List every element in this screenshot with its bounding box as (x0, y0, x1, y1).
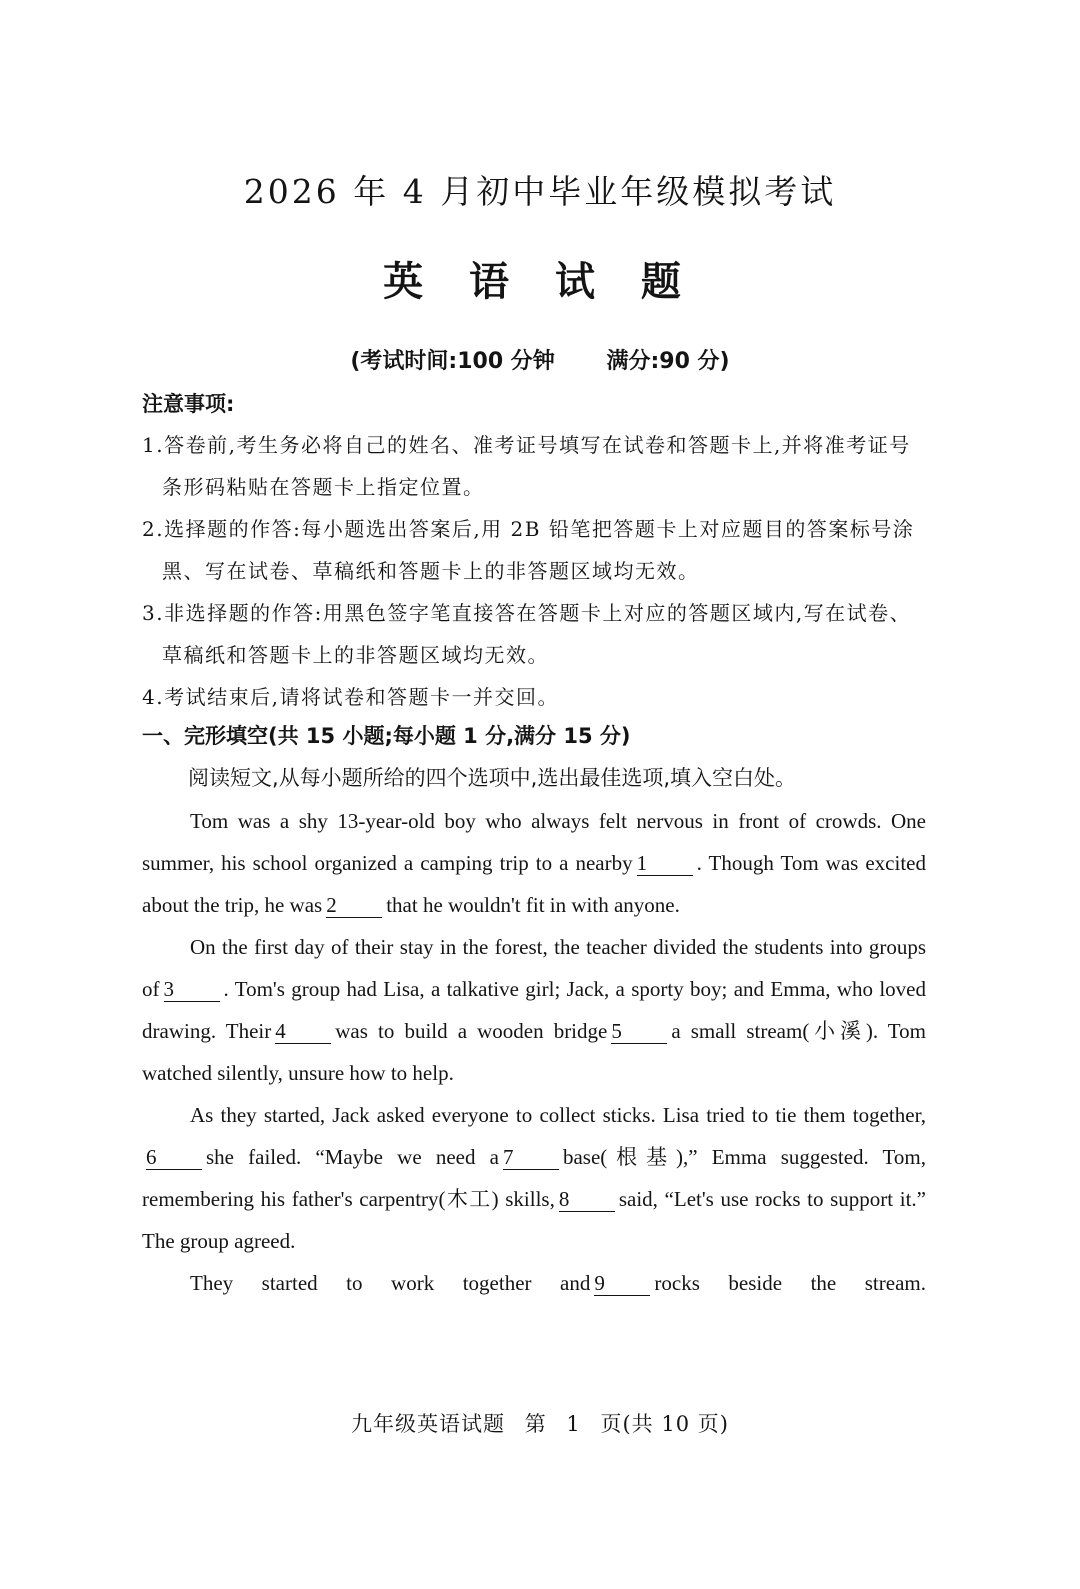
passage-text: Tom was a shy 13-year-old boy who always felt nervous in front of crowds. One summer, his school organized a camping trip to a nearby (142, 809, 926, 875)
notice-item: 4.考试结束后,请将试卷和答题卡一并交回。 (142, 685, 559, 709)
cloze-blank-2: 2 (326, 893, 382, 918)
passage-paragraph (142, 800, 926, 926)
notice-heading: 注意事项: (142, 392, 235, 416)
section-heading: 一、完形填空(共 15 小题;每小题 1 分,满分 15 分) (142, 724, 631, 748)
passage-text: that he wouldn't fit in with anyone. (386, 893, 680, 917)
footer-page-prefix: 第 (524, 1412, 547, 1436)
notice-item: 1.答卷前,考生务必将自己的姓名、准考证号填写在试卷和答题卡上,并将准考证号条形码粘贴在答题卡上指定位置。 (142, 433, 911, 499)
passage-text: was to build a wooden bridge (335, 1019, 608, 1043)
passage-text: They started to work together and (190, 1271, 591, 1295)
footer-page-suffix: 页(共 10 页) (600, 1412, 729, 1436)
notice-list (142, 424, 932, 718)
passage-text: rocks beside the stream. (654, 1271, 926, 1295)
exam-meta (0, 344, 1080, 375)
notice-item: 3.非选择题的作答:用黑色签字笔直接答在答题卡上对应的答题区域内,写在试卷、草稿纸和答题卡上的非答题区域均无效。 (142, 601, 912, 667)
footer-page-number: 1 (566, 1412, 581, 1436)
cloze-blank-1: 1 (637, 851, 693, 876)
exam-subject: 英 语 试 题 (383, 259, 697, 305)
cloze-passage (142, 800, 926, 1304)
passage-text: On the first day of their stay in the forest, the teacher divided the students into groups of (142, 935, 926, 1001)
footer-title: 九年级英语试题 (351, 1412, 506, 1436)
notice-item: 2.选择题的作答:每小题选出答案后,用 2B 铅笔把答题卡上对应题目的答案标号涂黑、写在试卷、草稿纸和答题卡上的非答题区域均无效。 (142, 517, 915, 583)
passage-text: said, “Let's use rocks to support it.” The group agreed. (142, 1187, 926, 1253)
cloze-blank-9: 9 (594, 1271, 650, 1296)
passage-text: . Though Tom was excited about the trip, he was (142, 851, 926, 917)
cloze-blank-7: 7 (503, 1145, 559, 1170)
passage-text: she failed. “Maybe we need a (206, 1145, 499, 1169)
passage-text: base(根基),” Emma suggested. Tom, remembering his father's carpentry(木工) skills, (142, 1145, 927, 1211)
passage-text: . Tom's group had Lisa, a talkative girl; Jack, a sporty boy; and Emma, who loved drawing. Their (142, 977, 926, 1043)
passage-paragraph (142, 926, 926, 1094)
passage-paragraph (142, 1094, 926, 1262)
cloze-blank-5: 5 (611, 1019, 667, 1044)
cloze-blank-3: 3 (164, 977, 220, 1002)
passage-paragraph (142, 1262, 926, 1304)
cloze-blank-6: 6 (146, 1145, 202, 1170)
section-directions: 阅读短文,从每小题所给的四个选项中,选出最佳选项,填入空白处。 (188, 766, 797, 790)
passage-text: a small stream(小溪). Tom watched silently, unsure how to help. (142, 1019, 926, 1085)
exam-score: 满分:90 分) (606, 349, 730, 374)
exam-title: 2026 年 4 月初中毕业年级模拟考试 (243, 172, 837, 211)
cloze-blank-4: 4 (275, 1019, 331, 1044)
exam-time: (考试时间:100 分钟 (350, 349, 555, 374)
cloze-blank-8: 8 (559, 1187, 615, 1212)
passage-text: As they started, Jack asked everyone to collect sticks. Lisa tried to tie them together, (190, 1103, 926, 1127)
page-footer (0, 1408, 1080, 1438)
